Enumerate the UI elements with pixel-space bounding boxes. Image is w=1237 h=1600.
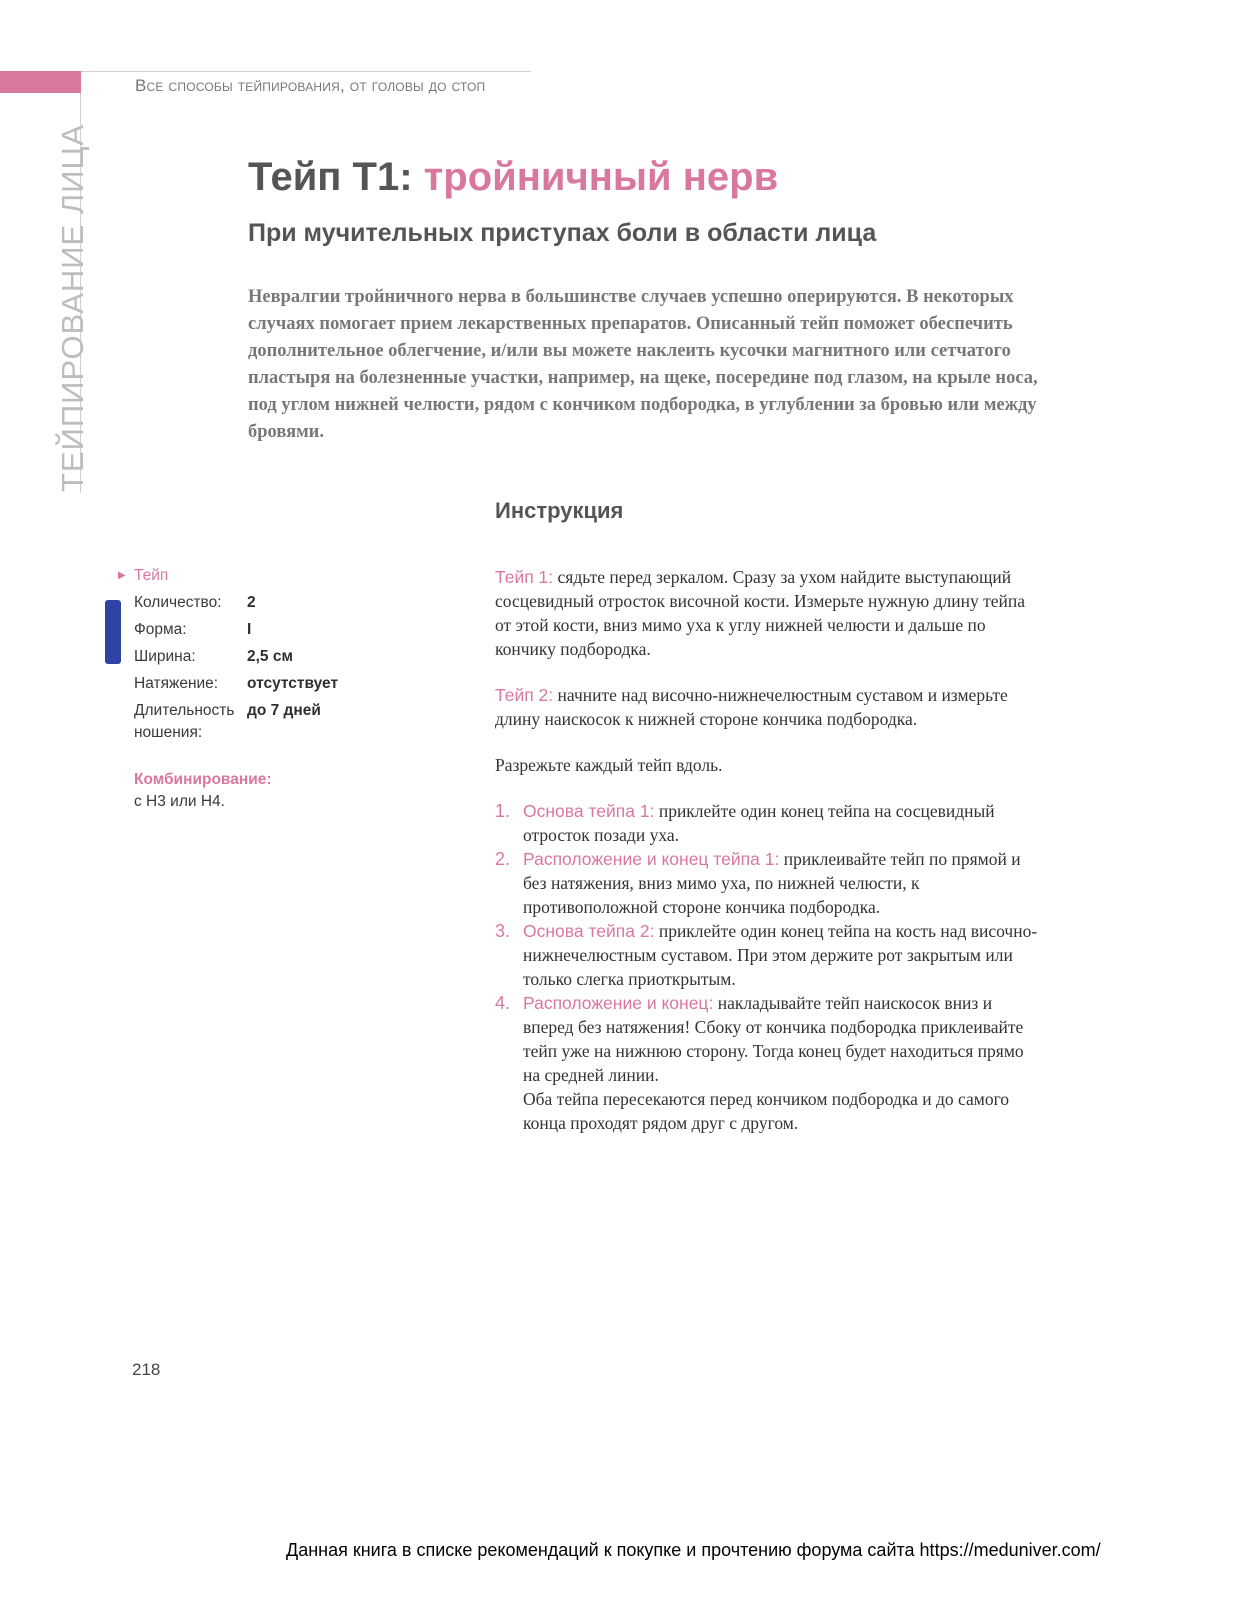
paragraph-text: Разрежьте каждый тейп вдоль. (495, 755, 723, 775)
step-number: 2. (495, 849, 511, 869)
tape-info-sidebar (100, 565, 360, 813)
step-number: 3. (495, 921, 511, 941)
steps-list (495, 799, 1040, 1135)
step-item (495, 847, 1040, 919)
chapter-color-tab (0, 71, 81, 93)
paragraph-text: сядьте перед зеркалом. Сразу за ухом найдите выступающий сосцевидный отросток височной кости. Измерьте нужную длину тейпа от этой кости, вниз мимо уха к углу нижней челюсти и дальше по кончику подбородка. (495, 567, 1025, 659)
info-label: Количество: (134, 594, 222, 611)
step-label: Расположение и конец: (523, 993, 714, 1013)
info-value: 2,5 см (247, 648, 293, 665)
chapter-side-title: ТЕЙПИРОВАНИЕ ЛИЦА (55, 123, 90, 492)
triangle-right-icon: ▶ (118, 570, 126, 581)
info-row-duration (100, 700, 360, 744)
paragraph-text: начните над височно-нижнечелюстным суставом и измерьте длину наискосок к нижней стороне кончика подбородка. (495, 685, 1008, 729)
running-head: Все способы тейпирования, от головы до стоп (135, 76, 486, 95)
step-number: 4. (495, 993, 511, 1013)
instructions-heading: Инструкция (495, 498, 624, 523)
info-label: Натяжение: (134, 675, 219, 692)
info-value: отсутствует (247, 675, 339, 692)
info-label: Длительность ношения: (134, 702, 235, 741)
step-label: Расположение и конец тейпа 1: (523, 849, 780, 869)
paragraph-label: Тейп 2: (495, 685, 554, 705)
step-label: Основа тейпа 2: (523, 921, 655, 941)
info-value: до 7 дней (247, 702, 321, 719)
info-label: Форма: (134, 621, 187, 638)
footer-note: Данная книга в списке рекомендаций к покупке и прочтению форума сайта https://meduniver.com/ (286, 1540, 1101, 1560)
info-row-quantity (100, 592, 360, 614)
intro-paragraph: Невралгии тройничного нерва в большинстве случаев успешно оперируются. В некоторых случаях помогает прием лекарственных препаратов. Описанный тейп поможет обеспечить дополнительное облегчение, и/или вы можете наклеить кусочки магнитного или сетчатого пластыря на болезненные участки, например, на щеке, посередине под глазом, на крыле носа, под углом нижней челюсти, рядом с кончиком подбородка, в углублении за бровью или между бровями. (248, 287, 1038, 442)
sidebar-header-label: Тейп (134, 567, 169, 584)
info-value: 2 (247, 594, 256, 611)
instruction-paragraph (495, 753, 1040, 777)
step-text: приклейте один конец тейпа на кость над височно-нижнечелюстным суставом. При этом держите рот закрытым или только слегка приоткрытым. (523, 921, 1038, 989)
info-label: Ширина: (134, 648, 196, 665)
combination-value: с Н3 или Н4. (134, 793, 225, 810)
step-text: накладывайте тейп наискосок вниз и вперед без натяжения! Сбоку от кончика подбородка приклеивайте тейп уже на нижнюю сторону. Тогда конец будет находиться прямо на средней линии. (523, 993, 1024, 1085)
title-accent: тройничный нерв (423, 155, 779, 199)
step-item (495, 919, 1040, 991)
info-value: I (247, 621, 252, 638)
title-prefix: Тейп Т1: (248, 155, 413, 199)
header-rule (81, 71, 531, 72)
instruction-paragraph (495, 683, 1040, 731)
step-extra-text: Оба тейпа пересекаются перед кончиком подбородка и до самого конца проходят рядом друг с другом. (523, 1089, 1010, 1133)
step-text: приклеивайте тейп по прямой и без натяжения, вниз мимо уха, по нижней челюсти, к противоположной стороне кончика подбородка. (523, 849, 1021, 917)
info-row-tension (100, 673, 360, 695)
info-row-shape (100, 619, 360, 641)
step-number: 1. (495, 801, 511, 821)
step-item (495, 991, 1040, 1135)
step-text: приклейте один конец тейпа на сосцевидный отросток позади уха. (523, 801, 995, 845)
instructions-body (495, 565, 1040, 1135)
tape-color-bar (105, 600, 121, 664)
page-title (248, 155, 778, 200)
combination-label: Комбинирование: (134, 771, 272, 788)
page-number: 218 (132, 1360, 161, 1379)
info-row-width (100, 646, 360, 668)
page-subtitle: При мучительных приступах боли в области лица (248, 219, 877, 247)
step-label: Основа тейпа 1: (523, 801, 655, 821)
step-item (495, 799, 1040, 847)
paragraph-label: Тейп 1: (495, 567, 554, 587)
instruction-paragraph (495, 565, 1040, 661)
sidebar-header (100, 565, 360, 587)
